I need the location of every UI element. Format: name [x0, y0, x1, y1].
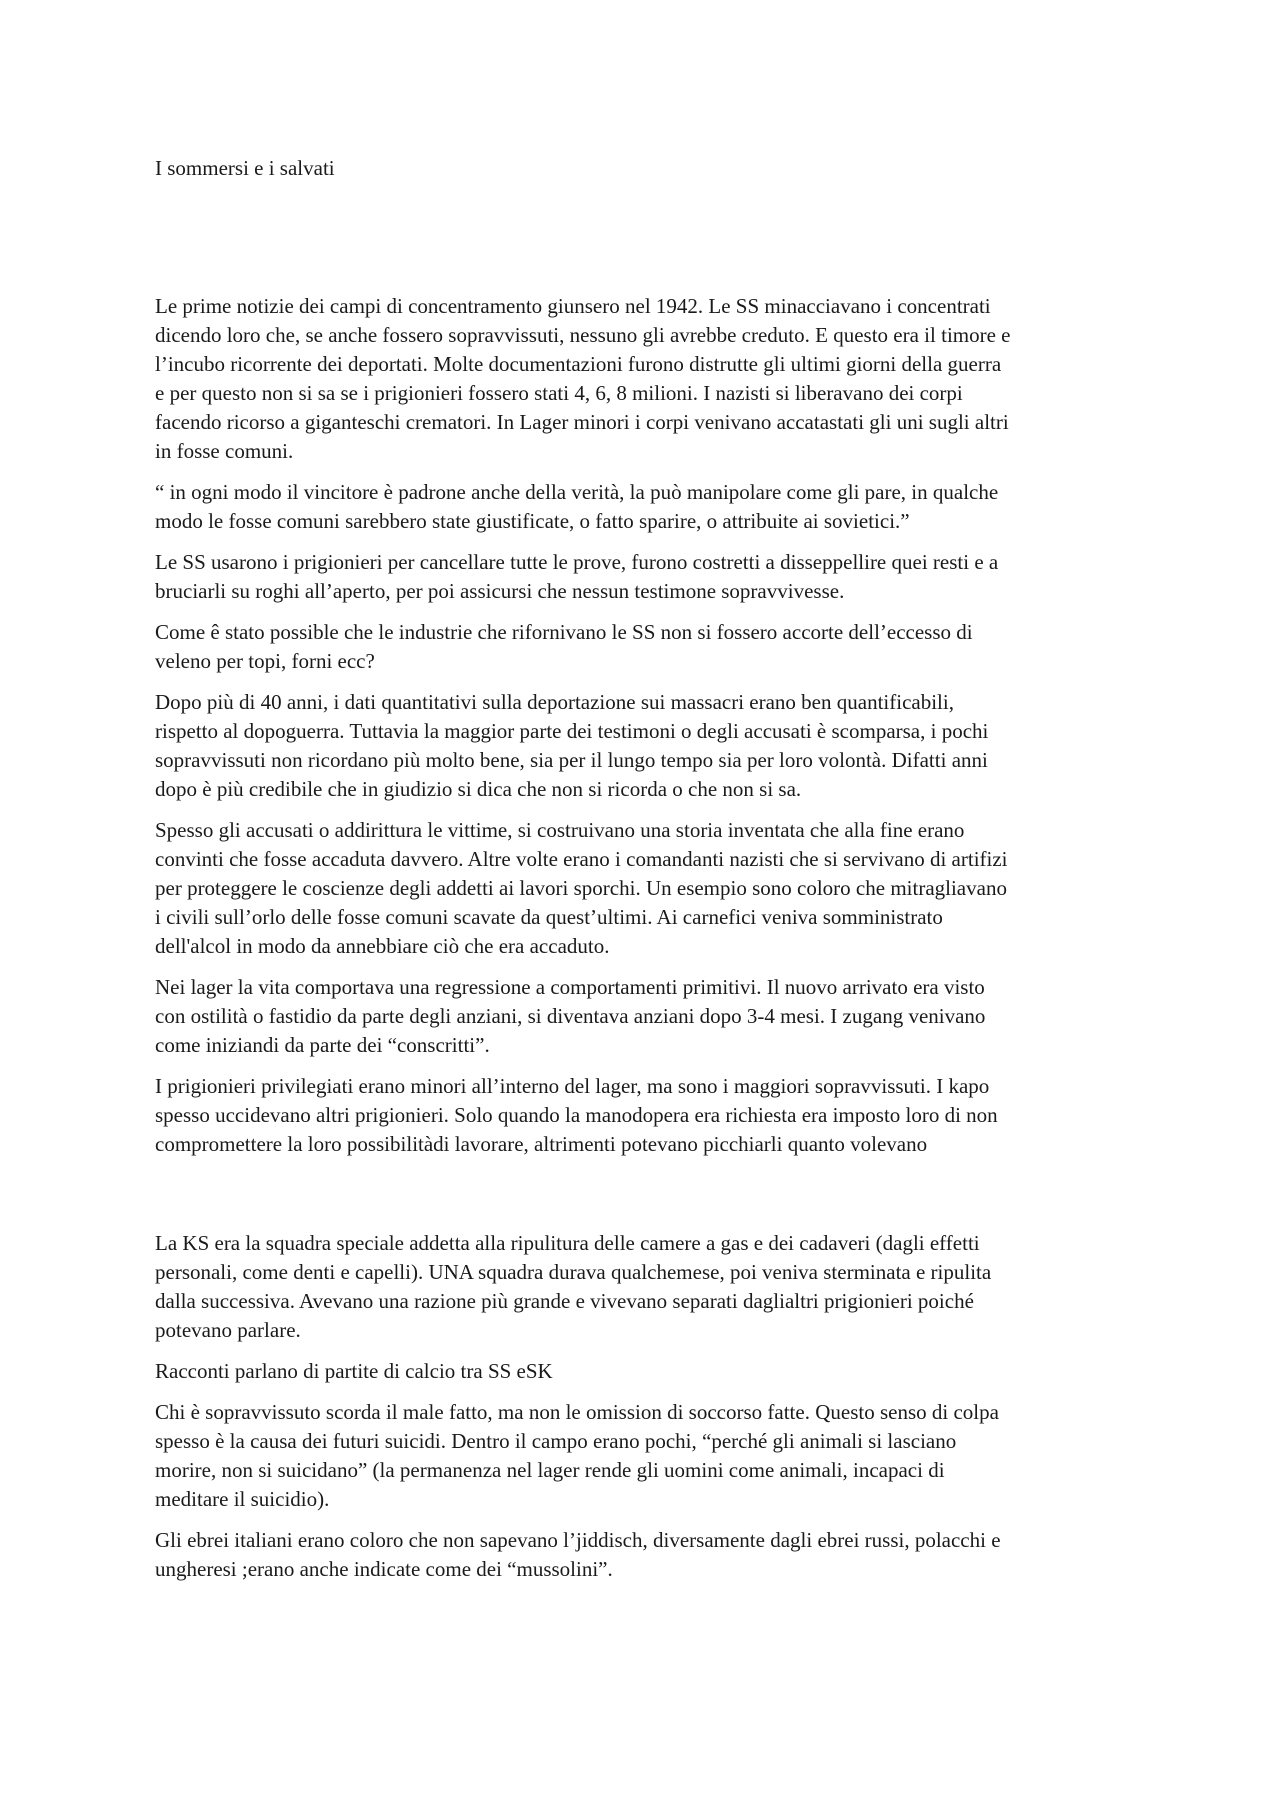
- paragraph-10: [155, 1357, 1135, 1386]
- text-line: Le SS usarono i prigionieri per cancellare tutte le prove, furono costretti a disseppellire quei resti e a: [155, 550, 999, 574]
- text-line: dicendo loro che, se anche fossero sopravvissuti, nessuno gli avrebbe creduto. E questo era il timore e: [155, 323, 1011, 347]
- paragraph-8: [155, 1072, 1135, 1159]
- text-line: Nei lager la vita comportava una regressione a comportamenti primitivi. Il nuovo arrivato era visto: [155, 975, 985, 999]
- paragraph-4: [155, 618, 1135, 676]
- text-line: La KS era la squadra speciale addetta alla ripulitura delle camere a gas e dei cadaveri (dagli effetti: [155, 1231, 980, 1255]
- paragraph-3: [155, 548, 1135, 606]
- text-line: per proteggere le coscienze degli addetti ai lavori sporchi. Un esempio sono coloro che mitragliavano: [155, 876, 1007, 900]
- text-line: compromettere la loro possibilitàdi lavorare, altrimenti potevano picchiarli quanto volevano: [155, 1132, 928, 1156]
- text-line: potevano parlare.: [155, 1318, 301, 1342]
- text-line: rispetto al dopoguerra. Tuttavia la maggior parte dei testimoni o degli accusati è scomparsa, i pochi: [155, 719, 989, 743]
- paragraph-9: [155, 1229, 1135, 1345]
- paragraph-7: [155, 973, 1135, 1060]
- text-line: l’incubo ricorrente dei deportati. Molte documentazioni furono distrutte gli ultimi giorni della guerra: [155, 352, 1002, 376]
- text-line: Come ê stato possible che le industrie che rifornivano le SS non si fossero accorte dell’eccesso di: [155, 620, 973, 644]
- text-line: “ in ogni modo il vincitore è padrone anche della verità, la può manipolare come gli pare, in qualche: [155, 480, 999, 504]
- text-line: con ostilità o fastidio da parte degli anziani, si diventava anziani dopo 3-4 mesi. I zugang venivano: [155, 1004, 986, 1028]
- text-line: i civili sull’orlo delle fosse comuni scavate da quest’ultimi. Ai carnefici veniva somministrato: [155, 905, 943, 929]
- text-line: Spesso gli accusati o addirittura le vittime, si costruivano una storia inventata che alla fine erano: [155, 818, 965, 842]
- text-line: come iniziandi da parte dei “conscritti”.: [155, 1033, 490, 1057]
- text-line: dopo è più credibile che in giudizio si dica che non si ricorda o che non si sa.: [155, 777, 802, 801]
- text-line: facendo ricorso a giganteschi crematori. In Lager minori i corpi venivano accatastati gli uni sugli altri: [155, 410, 1009, 434]
- text-line: Le prime notizie dei campi di concentramento giunsero nel 1942. Le SS minacciavano i concentrati: [155, 294, 991, 318]
- text-line: bruciarli su roghi all’aperto, per poi assicursi che nessun testimone sopravvivesse.: [155, 579, 845, 603]
- text-line: dalla successiva. Avevano una razione più grande e vivevano separati daglialtri prigionieri poiché: [155, 1289, 974, 1313]
- document-title: I sommersi e i salvati: [155, 156, 335, 180]
- text-line: meditare il suicidio).: [155, 1487, 330, 1511]
- text-line: morire, non si suicidano” (la permanenza nel lager rende gli uomini come animali, incapaci di: [155, 1458, 945, 1482]
- text-line: spesso è la causa dei futuri suicidi. Dentro il campo erano pochi, “perché gli animali si lasciano: [155, 1429, 957, 1453]
- document-body: [155, 292, 1135, 1596]
- text-line: modo le fosse comuni sarebbero state giustificate, o fatto sparire, o attribuite ai sovietici.”: [155, 509, 910, 533]
- text-line: personali, come denti e capelli). UNA squadra durava qualchemese, poi veniva sterminata e ripulita: [155, 1260, 992, 1284]
- paragraph-6: [155, 816, 1135, 961]
- paragraph-2-quote: [155, 478, 1135, 536]
- text-line: dell'alcol in modo da annebbiare ciò che era accaduto.: [155, 934, 610, 958]
- paragraph-5: [155, 688, 1135, 804]
- text-line: I prigionieri privilegiati erano minori all’interno del lager, ma sono i maggiori sopravvissuti. I kapo: [155, 1074, 990, 1098]
- text-line: Chi è sopravvissuto scorda il male fatto, ma non le omission di soccorso fatte. Questo senso di colpa: [155, 1400, 999, 1424]
- text-line: Dopo più di 40 anni, i dati quantitativi sulla deportazione sui massacri erano ben quantificabili,: [155, 690, 954, 714]
- paragraph-1: [155, 292, 1135, 466]
- paragraph-11: [155, 1398, 1135, 1514]
- text-line: spesso uccidevano altri prigionieri. Solo quando la manodopera era richiesta era imposto loro di non: [155, 1103, 998, 1127]
- text-line: convinti che fosse accaduta davvero. Altre volte erano i comandanti nazisti che si servivano di artifizi: [155, 847, 1008, 871]
- text-line: veleno per topi, forni ecc?: [155, 649, 375, 673]
- text-line: e per questo non si sa se i prigionieri fossero stati 4, 6, 8 milioni. I nazisti si liberavano dei corpi: [155, 381, 963, 405]
- text-line: Racconti parlano di partite di calcio tra SS eSK: [155, 1359, 553, 1383]
- text-line: in fosse comuni.: [155, 439, 294, 463]
- blank-space: [155, 1171, 1135, 1229]
- paragraph-12: [155, 1526, 1135, 1584]
- text-line: ungheresi ;erano anche indicate come dei “mussolini”.: [155, 1557, 613, 1581]
- text-line: sopravvissuti non ricordano più molto bene, sia per il lungo tempo sia per loro volontà. Difatti anni: [155, 748, 988, 772]
- text-line: Gli ebrei italiani erano coloro che non sapevano l’jiddisch, diversamente dagli ebrei russi, polacchi e: [155, 1528, 1001, 1552]
